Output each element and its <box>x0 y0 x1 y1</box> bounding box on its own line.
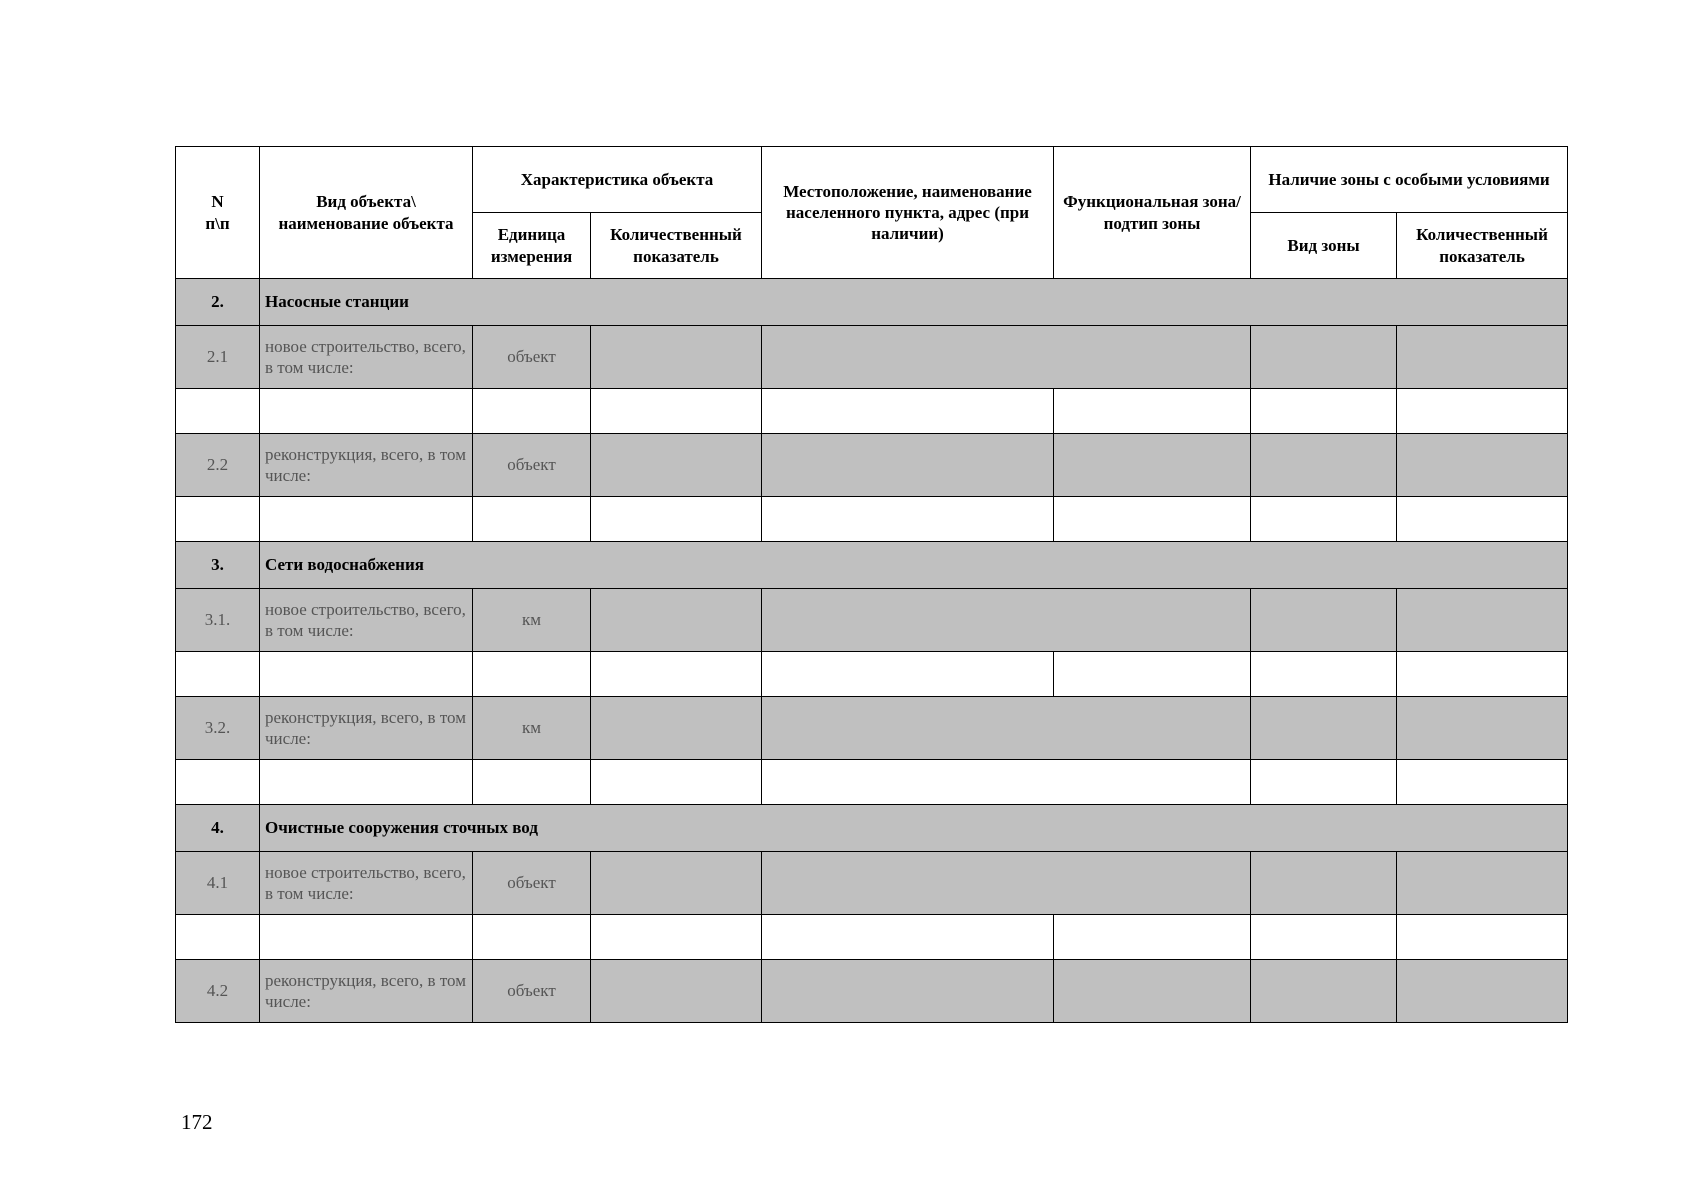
empty-cell <box>1397 389 1568 434</box>
empty-row <box>176 389 1568 434</box>
section-row <box>176 542 1568 589</box>
section-row <box>176 279 1568 326</box>
row-location <box>762 960 1054 1023</box>
row-unit: км <box>473 697 591 760</box>
empty-cell <box>473 915 591 960</box>
empty-cell <box>260 497 473 542</box>
row-zone-type <box>1251 434 1397 497</box>
row-zone-type <box>1251 960 1397 1023</box>
row-object-name: новое строительство, всего, в том числе: <box>260 589 473 652</box>
row-zone-type <box>1251 697 1397 760</box>
empty-cell <box>176 652 260 697</box>
empty-row <box>176 652 1568 697</box>
row-object-name: новое строительство, всего, в том числе: <box>260 852 473 915</box>
row-location-zone <box>762 326 1251 389</box>
empty-cell <box>1397 915 1568 960</box>
empty-cell <box>591 760 762 805</box>
empty-cell <box>1251 760 1397 805</box>
row-zone-quantity <box>1397 960 1568 1023</box>
empty-cell <box>1054 915 1251 960</box>
row-quantity <box>591 326 762 389</box>
empty-cell <box>762 915 1054 960</box>
empty-cell <box>260 652 473 697</box>
objects-table <box>175 146 1568 1023</box>
empty-cell <box>1251 652 1397 697</box>
empty-cell <box>176 389 260 434</box>
row-unit: объект <box>473 434 591 497</box>
header-object-name: Вид объекта\ наименование объекта <box>260 147 473 279</box>
empty-cell <box>1397 760 1568 805</box>
empty-cell <box>1054 389 1251 434</box>
row-location <box>762 434 1054 497</box>
row-location-zone <box>762 697 1251 760</box>
row-zone-type <box>1251 852 1397 915</box>
empty-cell <box>260 389 473 434</box>
header-unit: Единица измерения <box>473 213 591 279</box>
row-unit: объект <box>473 326 591 389</box>
empty-cell <box>762 760 1251 805</box>
empty-row <box>176 497 1568 542</box>
row-zone-quantity <box>1397 589 1568 652</box>
row-object-name: реконструкция, всего, в том числе: <box>260 697 473 760</box>
section-title: Очистные сооружения сточных вод <box>260 805 1568 852</box>
empty-cell <box>473 389 591 434</box>
row-number: 2.1 <box>176 326 260 389</box>
table-row <box>176 852 1568 915</box>
table-row <box>176 326 1568 389</box>
row-location-zone <box>762 589 1251 652</box>
row-number: 3.2. <box>176 697 260 760</box>
header-zone-quantity: Количественный показатель <box>1397 213 1568 279</box>
empty-row <box>176 760 1568 805</box>
row-zone-quantity <box>1397 326 1568 389</box>
row-location-zone <box>762 852 1251 915</box>
row-zone-quantity <box>1397 434 1568 497</box>
empty-cell <box>176 915 260 960</box>
row-unit: км <box>473 589 591 652</box>
row-quantity <box>591 589 762 652</box>
header-zone-type: Вид зоны <box>1251 213 1397 279</box>
section-title: Насосные станции <box>260 279 1568 326</box>
empty-cell <box>1251 497 1397 542</box>
row-functional-zone <box>1054 434 1251 497</box>
row-zone-type <box>1251 589 1397 652</box>
row-zone-quantity <box>1397 852 1568 915</box>
table-row <box>176 434 1568 497</box>
row-quantity <box>591 697 762 760</box>
header-functional-zone: Функциональная зона/ подтип зоны <box>1054 147 1251 279</box>
empty-cell <box>473 760 591 805</box>
empty-cell <box>1251 389 1397 434</box>
page-number: 172 <box>181 1110 213 1134</box>
empty-row <box>176 915 1568 960</box>
empty-cell <box>473 652 591 697</box>
empty-cell <box>1397 497 1568 542</box>
row-number: 4.2 <box>176 960 260 1023</box>
empty-cell <box>176 760 260 805</box>
row-quantity <box>591 434 762 497</box>
empty-cell <box>591 497 762 542</box>
empty-cell <box>591 389 762 434</box>
empty-cell <box>591 915 762 960</box>
row-number: 3.1. <box>176 589 260 652</box>
row-quantity <box>591 960 762 1023</box>
row-number: 2.2 <box>176 434 260 497</box>
empty-cell <box>1054 652 1251 697</box>
table-row <box>176 697 1568 760</box>
empty-cell <box>762 497 1054 542</box>
empty-cell <box>591 652 762 697</box>
section-title: Сети водоснабжения <box>260 542 1568 589</box>
row-object-name: новое строительство, всего, в том числе: <box>260 326 473 389</box>
section-number: 2. <box>176 279 260 326</box>
row-zone-quantity <box>1397 697 1568 760</box>
empty-cell <box>1397 652 1568 697</box>
row-functional-zone <box>1054 960 1251 1023</box>
header-location: Местоположение, наименование населенного пункта, адрес (при наличии) <box>762 147 1054 279</box>
row-zone-type <box>1251 326 1397 389</box>
empty-cell <box>762 389 1054 434</box>
row-object-name: реконструкция, всего, в том числе: <box>260 960 473 1023</box>
row-number: 4.1 <box>176 852 260 915</box>
section-row <box>176 805 1568 852</box>
header-quantity: Количественный показатель <box>591 213 762 279</box>
empty-cell <box>762 652 1054 697</box>
header-special-zone: Наличие зоны с особыми условиями <box>1251 147 1568 213</box>
section-number: 3. <box>176 542 260 589</box>
table-row <box>176 960 1568 1023</box>
header-characteristic: Характеристика объекта <box>473 147 762 213</box>
empty-cell <box>473 497 591 542</box>
empty-cell <box>1251 915 1397 960</box>
table-header <box>176 147 1568 279</box>
empty-cell <box>260 915 473 960</box>
empty-cell <box>1054 497 1251 542</box>
row-object-name: реконструкция, всего, в том числе: <box>260 434 473 497</box>
row-unit: объект <box>473 852 591 915</box>
section-number: 4. <box>176 805 260 852</box>
table-body <box>176 279 1568 1023</box>
empty-cell <box>176 497 260 542</box>
header-num: N п\п <box>176 147 260 279</box>
row-quantity <box>591 852 762 915</box>
empty-cell <box>260 760 473 805</box>
row-unit: объект <box>473 960 591 1023</box>
table-row <box>176 589 1568 652</box>
